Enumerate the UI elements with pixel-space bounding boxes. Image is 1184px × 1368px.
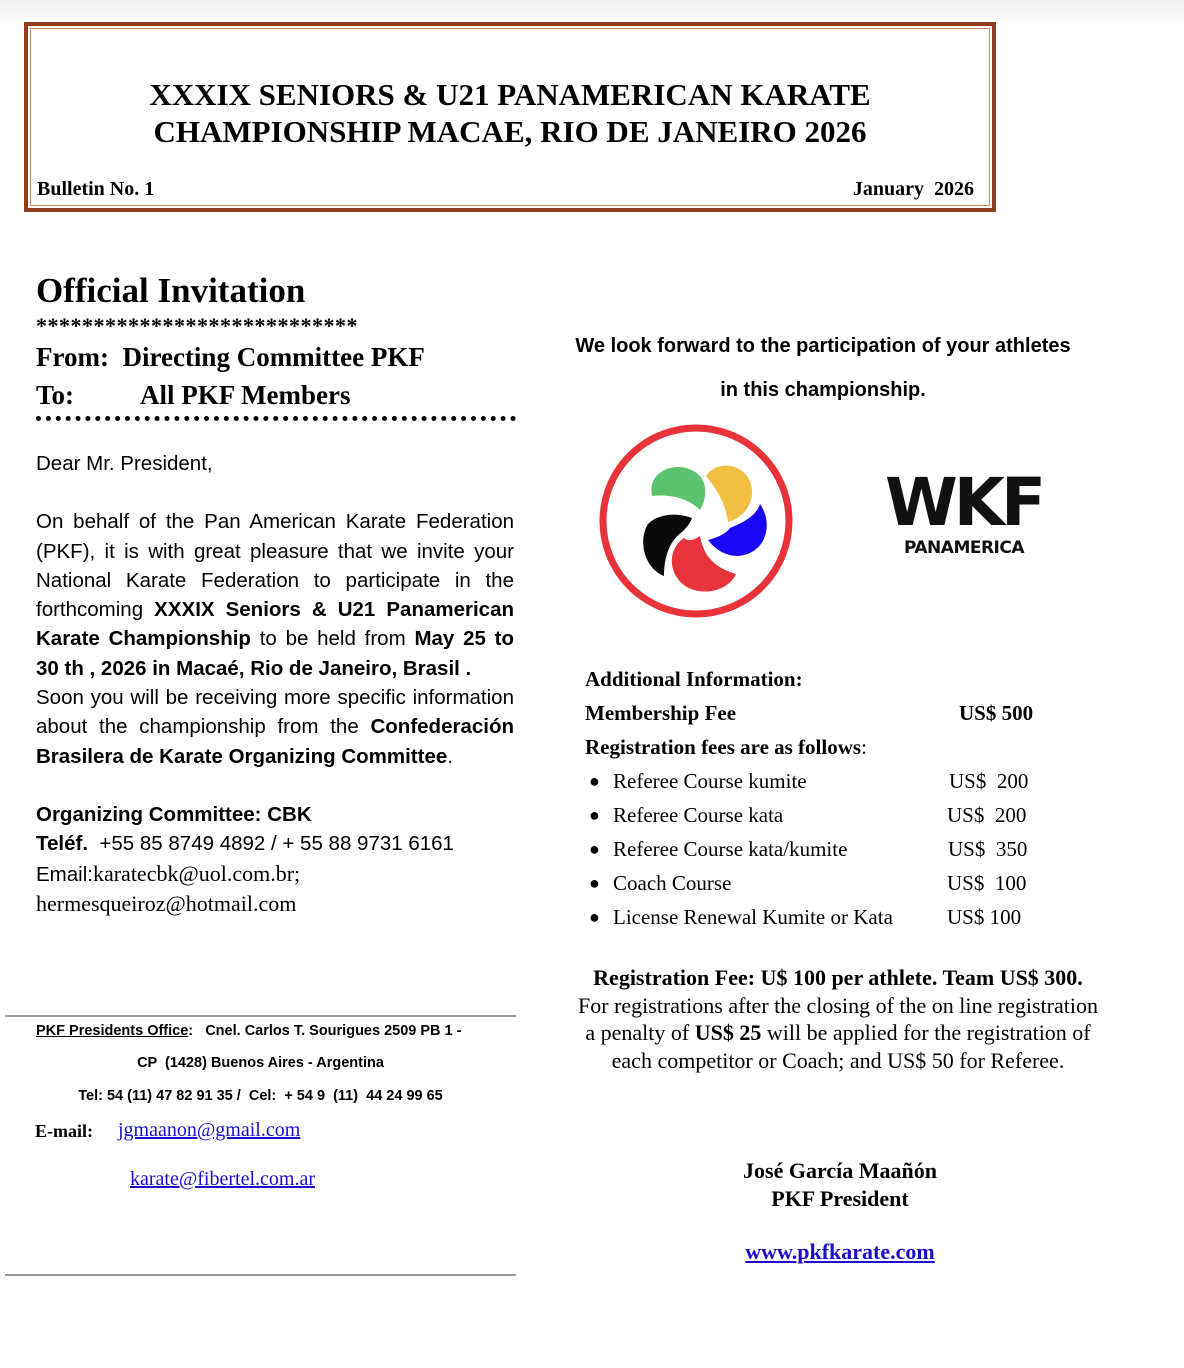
championship-title: XXXIX SENIORS & U21 PANAMERICAN KARATE CHAMPIONSHIP MACAE, RIO DE JANEIRO 2026 xyxy=(149,77,871,149)
text: For registrations after the closing of the on line registration a penalty of xyxy=(578,992,1098,1045)
left-column xyxy=(36,268,514,919)
event-dates-location: May 25 to 30 th , 2026 in Macaé, Rio de Janeiro, Brasil . xyxy=(36,627,514,680)
fee-item xyxy=(585,902,1055,936)
wkf-panamerica-logo xyxy=(588,418,1048,628)
tel-label: Teléf. xyxy=(36,832,89,856)
office-address: : Cnel. Carlos T. Sourigues 2509 PB 1 - xyxy=(188,1023,462,1039)
penalty-amount: US$ 25 xyxy=(694,1020,762,1045)
letter-body xyxy=(36,449,514,771)
email-cbk: karatecbk@uol.com.br; xyxy=(92,860,301,886)
website xyxy=(680,1239,1000,1265)
followup-paragraph xyxy=(36,683,514,771)
tel-numbers: +55 85 8749 4892 / + 55 88 9731 6161 xyxy=(88,832,454,856)
text: On behalf of the Pan American Karate Federation (PKF), it is with great pleasure that we invite your National Karate Federation to participate in the forthcoming xyxy=(36,510,514,622)
membership-fee-label: Membership Fee xyxy=(585,701,737,725)
text: . xyxy=(447,744,453,768)
office-email-label: E-mail: xyxy=(35,1121,93,1141)
dotted-divider xyxy=(36,416,516,421)
fee-item-label: Coach Course xyxy=(613,871,732,895)
presidents-office-block xyxy=(5,1015,516,1276)
wkf-wordmark: WKF xyxy=(885,464,1043,541)
office-phones: Tel: 54 (11) 47 82 91 35 / Cel: + 54 9 (11) 44 24 99 65 xyxy=(78,1088,443,1104)
fee-item-label: Referee Course kata xyxy=(613,803,784,827)
fee-item-label: License Renewal Kumite or Kata xyxy=(613,905,893,929)
emblem-yellow-petal xyxy=(706,466,752,522)
fee-item xyxy=(585,834,1055,868)
registration-note xyxy=(578,964,1098,1074)
to-line: To: All PKF Members xyxy=(36,380,351,410)
championship-name: XXXIX Seniors & U21 Panamerican Karate Championship xyxy=(36,598,514,651)
fee-item-amount: US$ 200 xyxy=(947,803,1027,827)
signature-block xyxy=(680,1157,1000,1213)
emblem-green-petal xyxy=(651,467,705,510)
bulletin-number: Bulletin No. 1 xyxy=(37,178,155,200)
invitation-title: Official Invitation xyxy=(36,271,306,310)
office-label: PKF Presidents Office xyxy=(36,1023,189,1039)
fee-item-amount: US$ 200 xyxy=(949,769,1029,793)
membership-fee-row xyxy=(585,698,1055,732)
fee-item-amount: US$ 100 xyxy=(947,871,1027,895)
email-link-fibertel[interactable]: karate@fibertel.com.ar xyxy=(130,1168,315,1190)
fee-item-amount: US$ 350 xyxy=(948,837,1028,861)
text: will be applied for the registration of each competitor or Coach; and US$ 50 for Referee. xyxy=(611,1020,1091,1073)
organizing-committee-block xyxy=(36,800,514,919)
signatory-role: PKF President xyxy=(771,1186,909,1211)
fee-item-amount: US$ 100 xyxy=(947,905,1022,929)
fee-item xyxy=(585,868,1055,902)
bullet-icon: ● xyxy=(589,907,600,927)
bullet-icon: ● xyxy=(589,805,600,825)
bulletin-date: January 2026 xyxy=(852,178,974,200)
colon: : xyxy=(861,735,867,759)
text: Soon you will be receiving more specific information about the championship from the xyxy=(36,686,514,739)
greeting: Dear Mr. President, xyxy=(36,452,213,475)
fee-item-label: Referee Course kumite xyxy=(613,769,807,793)
organizer-name: Confederación Brasilera de Karate Organizing Committee xyxy=(36,715,514,768)
office-address-line-1 xyxy=(36,1023,461,1039)
membership-fee-amount: US$ 500 xyxy=(959,701,1034,725)
look-forward-line-2: in this championship. xyxy=(720,379,926,401)
additional-info-heading xyxy=(585,664,1055,698)
email-label: Email: xyxy=(36,862,93,886)
registration-heading xyxy=(585,732,1055,766)
fees-section xyxy=(585,664,1055,936)
bullet-icon: ● xyxy=(589,873,600,893)
heading-text: Additional Information: xyxy=(585,667,803,691)
asterisk-divider: **************************** xyxy=(36,313,358,338)
fee-item-label: Referee Course kata/kumite xyxy=(613,837,848,861)
office-address-line-2: CP (1428) Buenos Aires - Argentina xyxy=(137,1055,384,1071)
bullet-icon: ● xyxy=(589,771,600,791)
organizing-committee-title: Organizing Committee: CBK xyxy=(36,802,312,826)
bullet-icon: ● xyxy=(589,839,600,859)
panamerica-wordmark: PANAMERICA xyxy=(904,538,1025,558)
viewer-top-bar xyxy=(0,0,1184,20)
registration-heading-text: Registration fees are as follows xyxy=(585,735,862,759)
website-link[interactable]: www.pkfkarate.com xyxy=(745,1239,935,1264)
invitation-paragraph xyxy=(36,507,514,683)
look-forward-line-1: We look forward to the participation of your athletes xyxy=(575,335,1071,357)
fee-item xyxy=(585,800,1055,834)
email-link-gmail[interactable]: jgmaanon@gmail.com xyxy=(118,1119,301,1141)
email-hermes: hermesqueiroz@hotmail.com xyxy=(36,890,297,916)
fee-item xyxy=(585,766,1055,800)
signatory-name: José García Maañón xyxy=(743,1158,937,1183)
bulletin-header-box xyxy=(24,22,996,212)
text: to be held from xyxy=(250,627,415,651)
from-line: From: Directing Committee PKF xyxy=(36,342,425,372)
wkf-emblem-icon xyxy=(588,418,798,628)
registration-fee-headline: Registration Fee: U$ 100 per athlete. Team US$ 300. xyxy=(593,965,1083,990)
